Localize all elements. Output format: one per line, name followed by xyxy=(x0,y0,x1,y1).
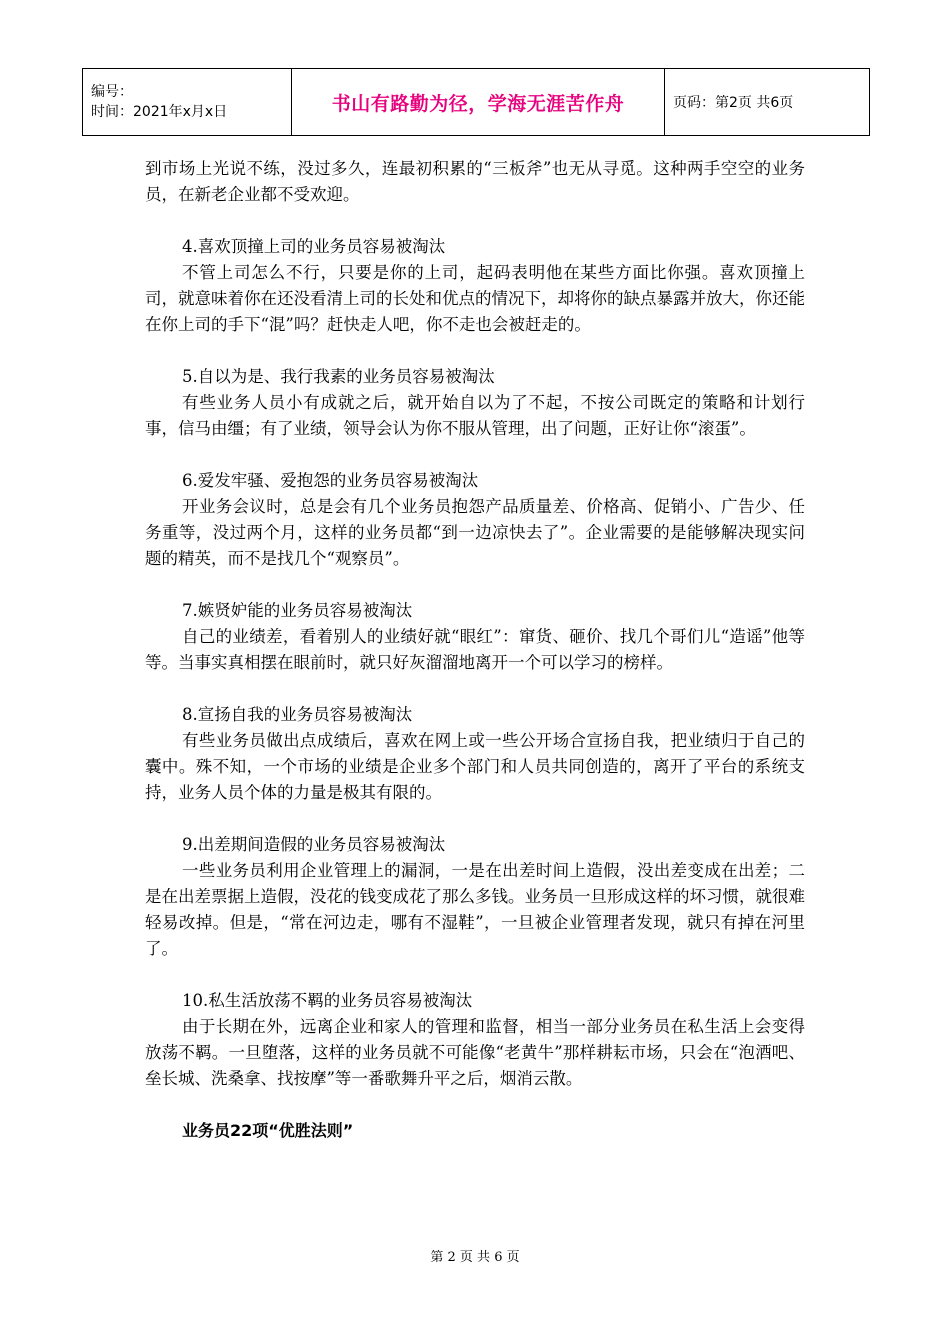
time-label: 时间：2021年x月x日 xyxy=(91,104,228,120)
section-body: 由于长期在外，远离企业和家人的管理和监督，相当一部分业务员在私生活上会变得放荡不羁。一旦堕落，这样的业务员就不可能像“老黄牛”那样耕耘市场，只会在“泡酒吧、垒长城、洗桑拿、找按摩”等一番歌舞升平之后，烟消云散。 xyxy=(145,1017,805,1088)
header-table xyxy=(82,68,870,136)
section-5 xyxy=(145,364,805,442)
section-body: 不管上司怎么不行，只要是你的上司，起码表明他在某些方面比你强。喜欢顶撞上司，就意味着你在还没看清上司的长处和优点的情况下，却将你的缺点暴露并放大，你还能在你上司的手下“混”吗？赶快走人吧，你不走也会被赶走的。 xyxy=(145,263,805,334)
section-body: 有些业务人员小有成就之后，就开始自以为了不起，不按公司既定的策略和计划行事，信马由缰；有了业绩，领导会认为你不服从管理，出了问题，正好让你“滚蛋”。 xyxy=(145,393,805,438)
section-4 xyxy=(145,234,805,338)
header-motto: 书山有路勤为径，学海无涯苦作舟 xyxy=(331,92,625,115)
intro-paragraph: 到市场上光说不练，没过多久，连最初积累的“三板斧”也无从寻觅。这种两手空空的业务员，在新老企业都不受欢迎。 xyxy=(145,159,805,204)
section-body: 开业务会议时，总是会有几个业务员抱怨产品质量差、价格高、促销小、广告少、任务重等，没过两个月，这样的业务员都“到一边凉快去了”。企业需要的是能够解决现实问题的精英，而不是找几个“观察员”。 xyxy=(145,497,805,568)
number-label: 编号： xyxy=(91,84,133,100)
section-9 xyxy=(145,832,805,962)
section-6 xyxy=(145,468,805,572)
header-meta xyxy=(83,69,292,136)
section-heading: 9.出差期间造假的业务员容易被淘汰 xyxy=(182,835,446,854)
final-heading: 业务员22项“优胜法则” xyxy=(182,1121,354,1140)
section-8 xyxy=(145,702,805,806)
header-page-label: 页码：第2页 共6页 xyxy=(665,69,870,136)
header-motto-cell xyxy=(292,69,665,136)
section-heading: 4.喜欢顶撞上司的业务员容易被淘汰 xyxy=(182,237,446,256)
section-heading: 5.自以为是、我行我素的业务员容易被淘汰 xyxy=(182,367,495,386)
section-body: 自己的业绩差，看着别人的业绩好就“眼红”：窜货、砸价、找几个哥们儿“造谣”他等等。当事实真相摆在眼前时，就只好灰溜溜地离开一个可以学习的榜样。 xyxy=(145,627,805,672)
document-body xyxy=(145,156,805,1160)
section-heading: 6.爱发牢骚、爱抱怨的业务员容易被淘汰 xyxy=(182,471,479,490)
section-body: 一些业务员利用企业管理上的漏洞，一是在出差时间上造假，没出差变成在出差；二是在出差票据上造假，没花的钱变成花了那么多钱。业务员一旦形成这样的坏习惯，就很难轻易改掉。但是，“常在河边走，哪有不湿鞋”，一旦被企业管理者发现，就只有掉在河里了。 xyxy=(145,861,805,958)
section-10 xyxy=(145,988,805,1092)
page-footer: 第 2 页 共 6 页 xyxy=(430,1250,520,1265)
section-heading: 8.宣扬自我的业务员容易被淘汰 xyxy=(182,705,413,724)
section-7 xyxy=(145,598,805,676)
section-heading: 10.私生活放荡不羁的业务员容易被淘汰 xyxy=(182,991,473,1010)
section-heading: 7.嫉贤妒能的业务员容易被淘汰 xyxy=(182,601,413,620)
section-body: 有些业务员做出点成绩后，喜欢在网上或一些公开场合宣扬自我，把业绩归于自己的囊中。殊不知，一个市场的业绩是企业多个部门和人员共同创造的，离开了平台的系统支持，业务人员个体的力量是极其有限的。 xyxy=(145,731,805,802)
